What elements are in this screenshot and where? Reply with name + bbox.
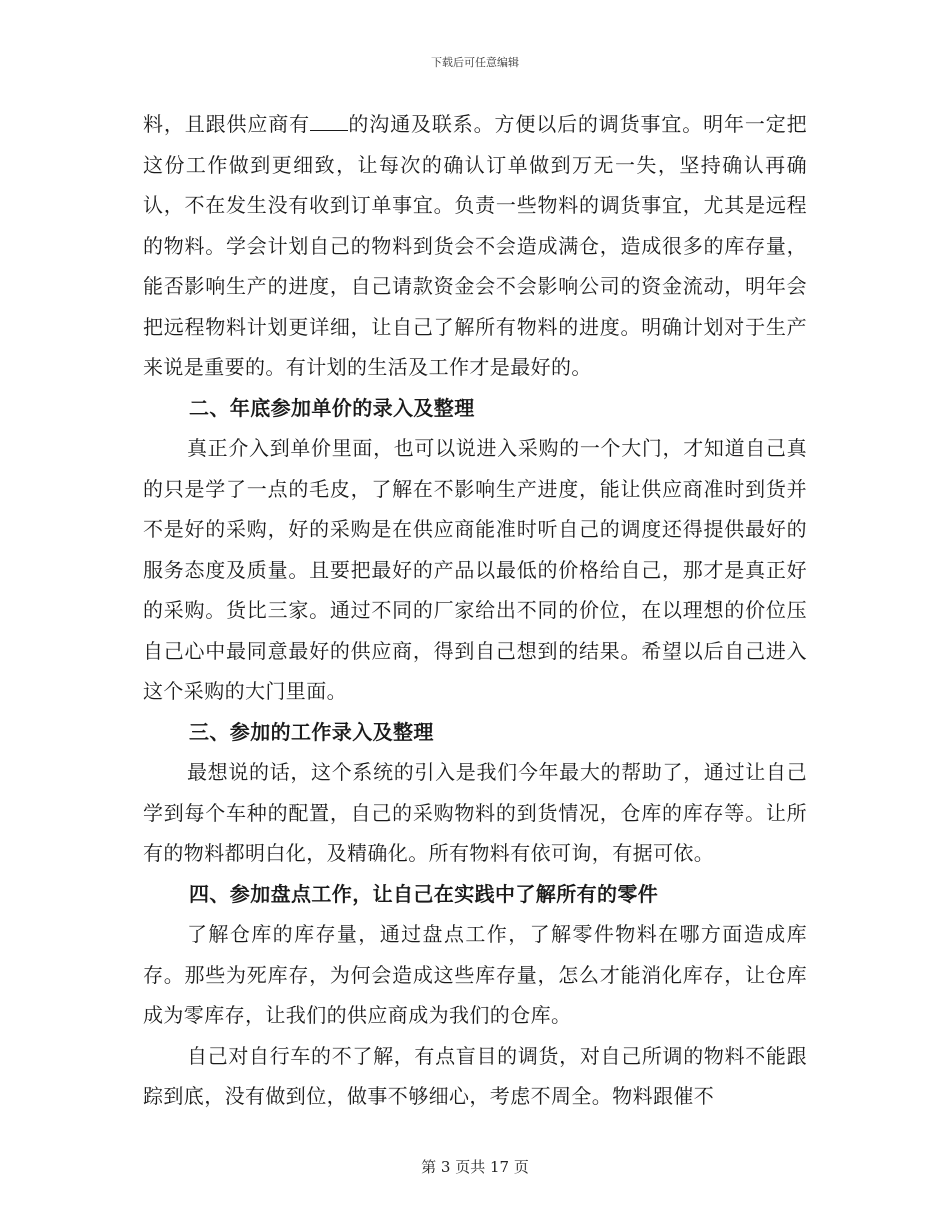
- document-body: [143, 104, 807, 1117]
- paragraph-section-2: 真正介入到单价里面，也可以说进入采购的一个大门，才知道自己真的只是学了一点的毛皮，了解在不影响生产进度，能让供应商准时到货并不是好的采购，好的采购是在供应商能准时听自己的调度还得提供最好的服务态度及质量。且要把最好的产品以最低的价格给自己，那才是真正好的采购。货比三家。通过不同的厂家给出不同的价位，在以理想的价位压自己心中最同意最好的供应商，得到自己想到的结果。希望以后自己进入这个采购的大门里面。: [143, 436, 807, 703]
- page-header: 下载后可任意编辑: [431, 56, 519, 69]
- section-heading-4: 四、参加盘点工作，让自己在实践中了解所有的零件: [189, 881, 659, 906]
- paragraph-text-after-blank: 的沟通及联系。方便以后的调货事宜。明年一定把这份工作做到更细致，让每次的确认订单做到万无一失，坚持确认再确认，不在发生没有收到订单事宜。负责一些物料的调货事宜，尤其是远程的物料。学会计划自己的物料到货会不会造成满仓，造成很多的库存量，能否影响生产的进度，自己请款资金会不会影响公司的资金流动，明年会把远程物料计划更详细，让自己了解所有物料的进度。明确计划对于生产来说是重要的。有计划的生活及工作才是最好的。: [143, 112, 807, 379]
- paragraph-section-3: 最想说的话，这个系统的引入是我们今年最大的帮助了，通过让自己学到每个车种的配置，自己的采购物料的到货情况，仓库的库存等。让所有的物料都明白化，及精确化。所有物料有依可询，有据可依。: [143, 760, 807, 865]
- paragraph-continued: [143, 104, 807, 388]
- section-heading-2: 二、年底参加单价的录入及整理: [189, 395, 475, 420]
- page-number: 第 3 页共 17 页: [421, 1158, 529, 1176]
- fill-in-blank: [310, 112, 348, 131]
- section-heading-3: 三、参加的工作录入及整理: [189, 719, 434, 744]
- paragraph-section-4-cont: 自己对自行车的不了解，有点盲目的调货，对自己所调的物料不能跟踪到底，没有做到位，做事不够细心，考虑不周全。物料跟催不: [143, 1043, 807, 1108]
- paragraph-text-before-blank: 料，且跟供应商有: [143, 112, 310, 136]
- paragraph-section-4: 了解仓库的库存量，通过盘点工作，了解零件物料在哪方面造成库存。那些为死库存，为何会造成这些库存量，怎么才能消化库存，让仓库成为零库存，让我们的供应商成为我们的仓库。: [143, 922, 807, 1027]
